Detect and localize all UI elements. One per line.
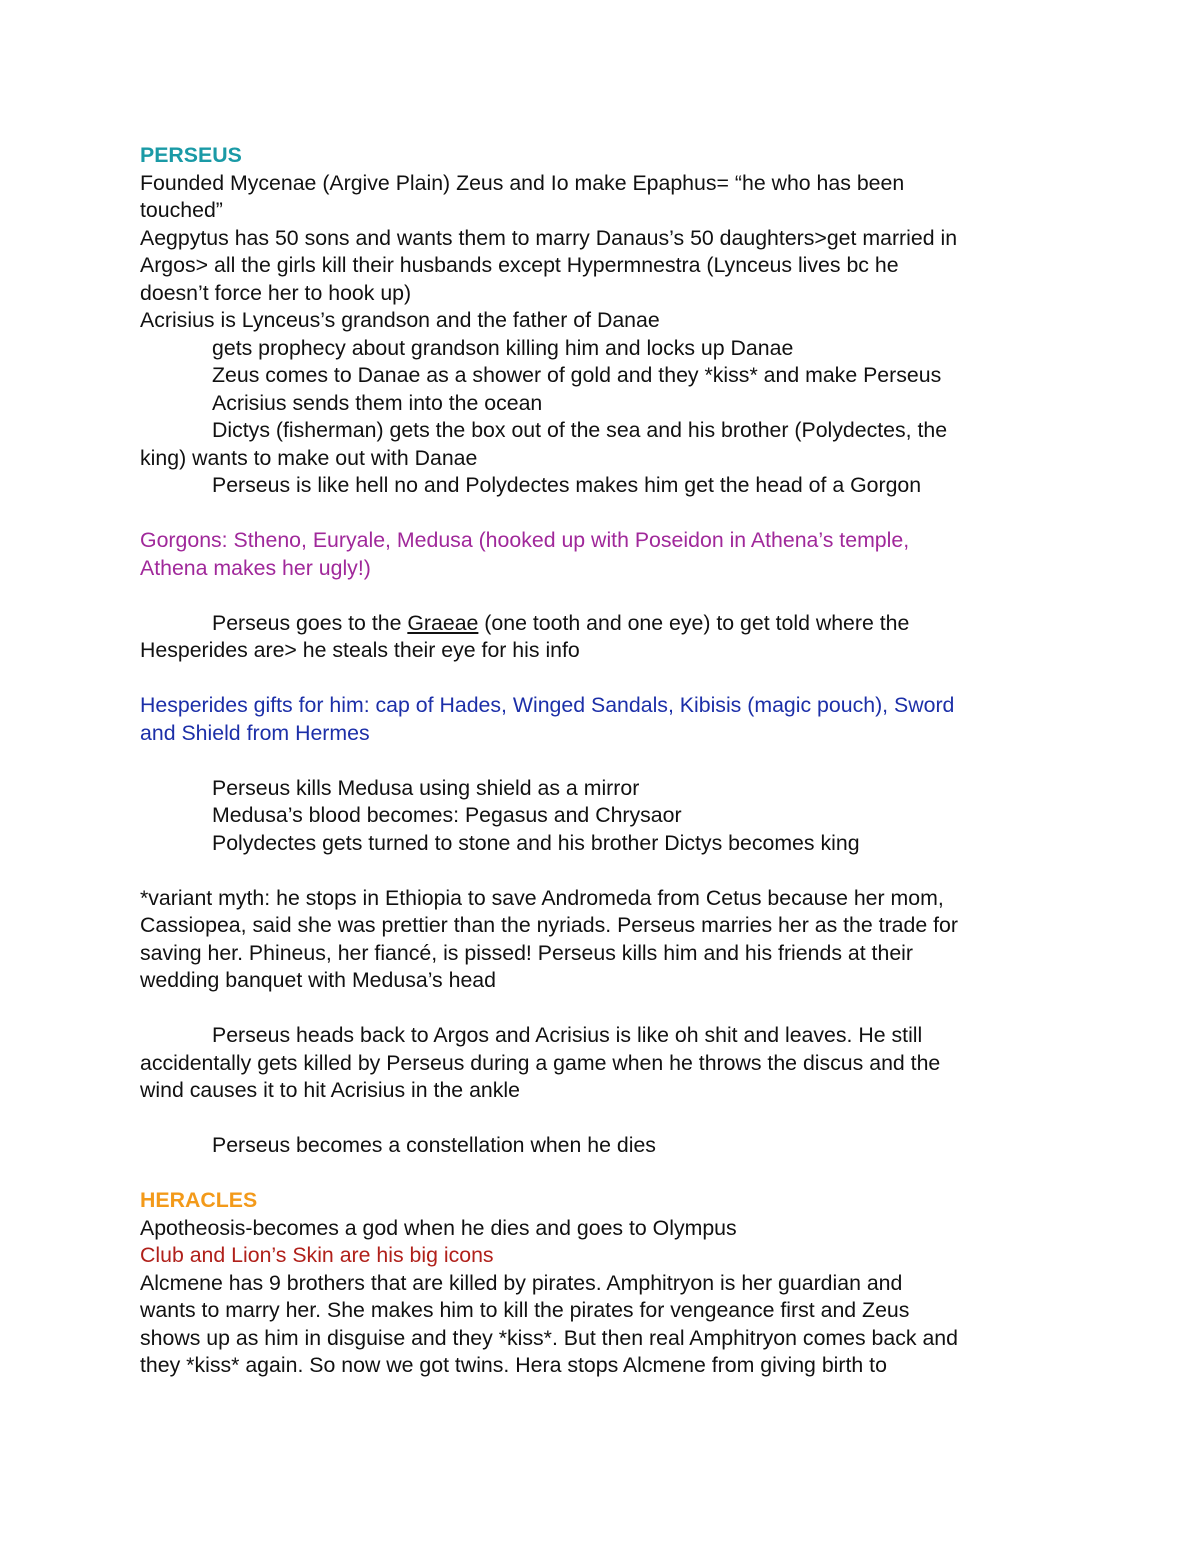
graeae-line-1 <box>140 610 1070 638</box>
spacer <box>140 500 1070 528</box>
medusa-indent-3: Polydectes gets turned to stone and his brother Dictys becomes king <box>212 830 860 855</box>
perseus-indent-1: gets prophecy about grandson killing him and locks up Danae <box>212 335 794 360</box>
perseus-line-2: touched” <box>140 198 223 222</box>
document-page <box>140 142 1070 1380</box>
heracles-line-3: wants to marry her. She makes him to kill the pirates for vengeance first and Zeus <box>140 1298 910 1322</box>
perseus-line-6: Acrisius is Lynceus’s grandson and the father of Danae <box>140 308 660 332</box>
spacer <box>140 747 1070 775</box>
heracles-line-5: they *kiss* again. So now we got twins. Hera stops Alcmene from giving birth to <box>140 1353 887 1377</box>
perseus-indent-3: Acrisius sends them into the ocean <box>212 390 543 415</box>
perseus-line-5: doesn’t force her to hook up) <box>140 280 412 305</box>
spacer <box>140 582 1070 610</box>
heracles-line-4: shows up as him in disguise and they *kiss*. But then real Amphitryon comes back and <box>140 1325 958 1350</box>
medusa-indent-2: Medusa’s blood becomes: Pegasus and Chrysaor <box>212 803 682 827</box>
heracles-heading: HERACLES <box>140 1188 258 1212</box>
spacer <box>140 665 1070 693</box>
perseus-indent-4: Dictys (fisherman) gets the box out of the sea and his brother (Polydectes, the <box>212 418 948 442</box>
perseus-indent-2: Zeus comes to Danae as a shower of gold and they *kiss* and make Perseus <box>212 363 942 387</box>
perseus-line-3: Aegpytus has 50 sons and wants them to marry Danaus’s 50 daughters>get married in <box>140 225 958 250</box>
perseus-heading: PERSEUS <box>140 143 242 167</box>
medusa-indent-1: Perseus kills Medusa using shield as a mirror <box>212 775 640 800</box>
graeae-line-2: Hesperides are> he steals their eye for his info <box>140 638 580 662</box>
argos-indent-1: Perseus heads back to Argos and Acrisius is like oh shit and leaves. He still <box>212 1023 923 1047</box>
heracles-line-2: Alcmene has 9 brothers that are killed by pirates. Amphitryon is her guardian and <box>140 1270 903 1295</box>
spacer <box>140 995 1070 1023</box>
graeae-underlined-term: Graeae <box>407 610 479 635</box>
argos-line-3: wind causes it to hit Acrisius in the ankle <box>140 1078 520 1102</box>
variant-line-4: wedding banquet with Medusa’s head <box>140 968 496 992</box>
spacer <box>140 857 1070 885</box>
variant-line-3: saving her. Phineus, her fiancé, is pissed! Perseus kills him and his friends at their <box>140 940 913 965</box>
heracles-line-1: Apotheosis-becomes a god when he dies and goes to Olympus <box>140 1215 737 1240</box>
spacer <box>140 1105 1070 1133</box>
perseus-line-7: king) wants to make out with Danae <box>140 445 478 470</box>
variant-line-2: Cassiopea, said she was prettier than the nyriads. Perseus marries her as the trade for <box>140 913 958 937</box>
heracles-club-line: Club and Lion’s Skin are his big icons <box>140 1243 494 1267</box>
argos-line-2: accidentally gets killed by Perseus during a game when he throws the discus and the <box>140 1050 941 1075</box>
perseus-line-4: Argos> all the girls kill their husbands except Hypermnestra (Lynceus lives bc he <box>140 253 899 277</box>
graeae-post-text: (one tooth and one eye) to get told where the <box>478 610 910 635</box>
spacer <box>140 1160 1070 1188</box>
hesperides-line-2: and Shield from Hermes <box>140 720 370 745</box>
constellation-indent-1: Perseus becomes a constellation when he dies <box>212 1133 656 1157</box>
hesperides-line-1: Hesperides gifts for him: cap of Hades, Winged Sandals, Kibisis (magic pouch), Sword <box>140 693 955 717</box>
perseus-line-1: Founded Mycenae (Argive Plain) Zeus and Io make Epaphus= “he who has been <box>140 170 905 195</box>
variant-line-1: *variant myth: he stops in Ethiopia to save Andromeda from Cetus because her mom, <box>140 885 944 910</box>
gorgons-line-2: Athena makes her ugly!) <box>140 555 371 580</box>
gorgons-line-1: Gorgons: Stheno, Euryale, Medusa (hooked up with Poseidon in Athena’s temple, <box>140 528 910 552</box>
graeae-pre-text: Perseus goes to the <box>212 610 408 635</box>
perseus-indent-5: Perseus is like hell no and Polydectes makes him get the head of a Gorgon <box>212 473 922 497</box>
